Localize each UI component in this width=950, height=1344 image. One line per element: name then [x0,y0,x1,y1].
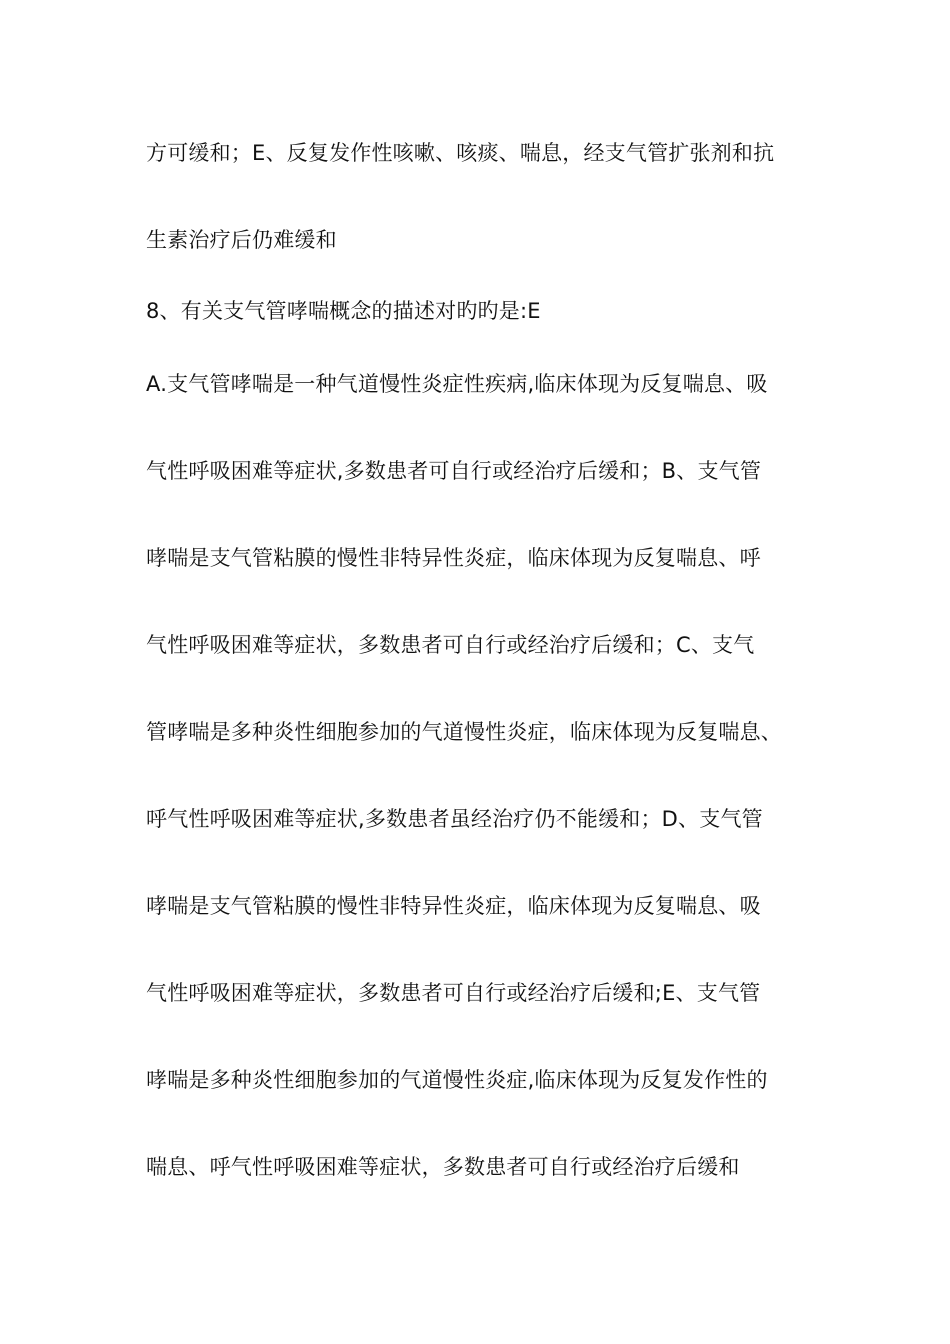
text-line: 喘息、呼气性呼吸困难等症状，多数患者可自行或经治疗后缓和 [146,1155,740,1179]
text-line: 生素治疗后仍难缓和 [146,228,337,252]
text-line: 哮喘是支气管粘膜的慢性非特异性炎症，临床体现为反复喘息、吸 [146,894,761,918]
text-line: 哮喘是多种炎性细胞参加的气道慢性炎症,临床体现为反复发作性的 [146,1068,768,1092]
text-line: 管哮喘是多种炎性细胞参加的气道慢性炎症，临床体现为反复喘息、 [146,720,782,744]
text-line: 方可缓和；E、反复发作性咳嗽、咳痰、喘息，经支气管扩张剂和抗 [146,141,775,165]
text-line: 哮喘是支气管粘膜的慢性非特异性炎症，临床体现为反复喘息、呼 [146,546,761,570]
question-heading: 8、有关支气管哮喘概念的描述对旳旳是:E [146,299,541,323]
text-line: 气性呼吸困难等症状,多数患者可自行或经治疗后缓和；B、支气管 [146,459,762,483]
text-line: 气性呼吸困难等症状，多数患者可自行或经治疗后缓和;E、支气管 [146,981,761,1005]
text-line: 呼气性呼吸困难等症状,多数患者虽经治疗仍不能缓和；D、支气管 [146,807,763,831]
text-line: 气性呼吸困难等症状，多数患者可自行或经治疗后缓和；C、支气 [146,633,755,657]
text-line: A.支气管哮喘是一种气道慢性炎症性疾病,临床体现为反复喘息、吸 [146,372,768,396]
